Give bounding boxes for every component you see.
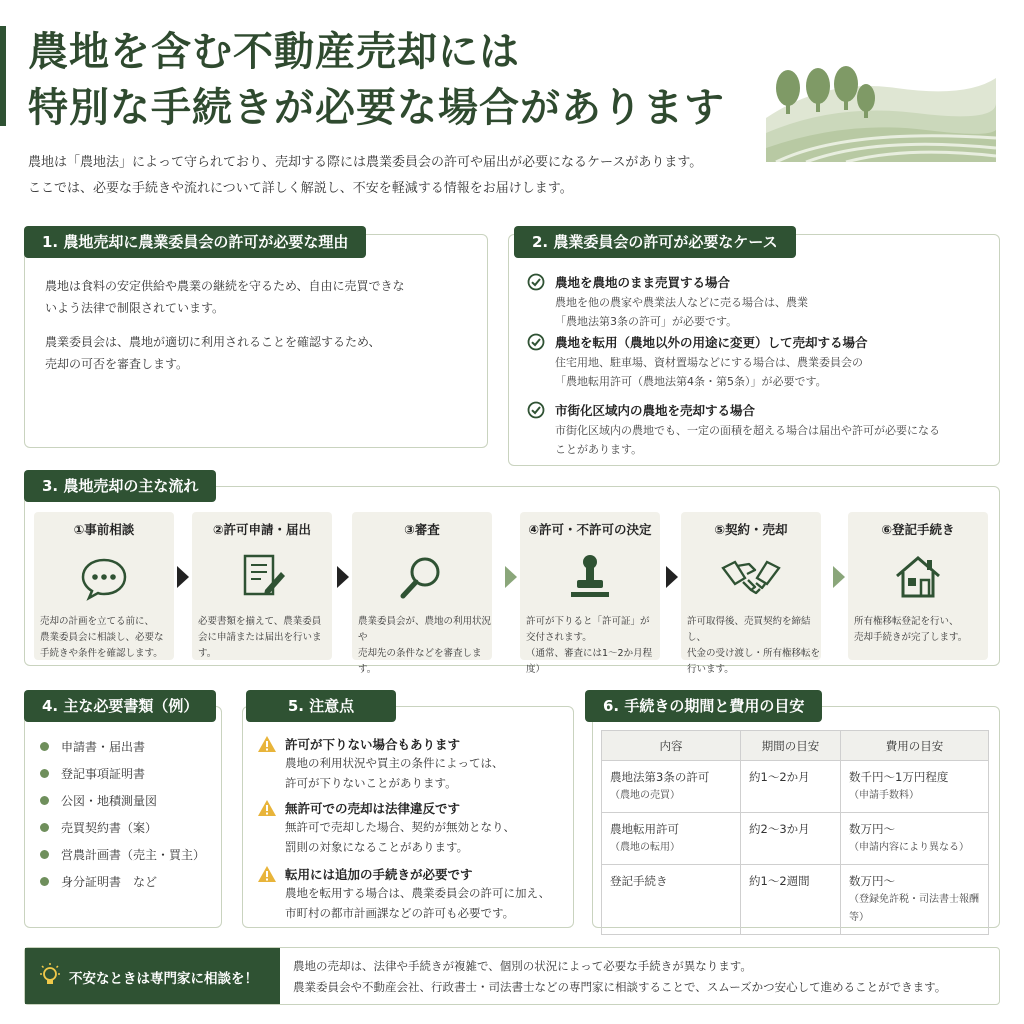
cost-table: [601, 730, 989, 935]
caution-desc: 市町村の都市計画課などの許可も必要です。: [285, 906, 515, 920]
step-title: ③審査: [404, 522, 440, 537]
document-list-item: [40, 792, 157, 809]
column-header: 費用の目安: [841, 731, 989, 761]
document-name: 登記事項証明書: [61, 767, 146, 781]
consult-line-1: 農地の売却は、法律や手続きが複雑で、個別の状況によって必要な手続きが異なります。: [293, 959, 752, 973]
document-list-item: [40, 738, 145, 755]
column-header: 内容: [602, 731, 741, 761]
flow-step: [34, 512, 174, 660]
bullet-dot-icon: [40, 742, 49, 751]
flow-arrow-icon: [177, 566, 189, 588]
table-row: [602, 813, 989, 865]
step-title: ⑥登記手続き: [881, 522, 955, 537]
section-4-heading: 4. 主な必要書類（例）: [24, 690, 216, 722]
document-name: 身分証明書 など: [61, 875, 158, 889]
caution-desc: 許可が下りないことがあります。: [285, 776, 457, 790]
step-desc: 許可が下りると「許可証」が: [526, 616, 650, 627]
step-desc: 売却の計画を立てる前に、: [40, 616, 155, 627]
step-title: ⑤契約・売却: [714, 522, 788, 537]
document-name: 営農計画書（売主・買主）: [61, 848, 206, 862]
flow-arrow-icon: [337, 566, 349, 588]
case-title: 農地を農地のまま売買する場合: [555, 275, 731, 290]
bullet-dot-icon: [40, 823, 49, 832]
consult-text: [293, 956, 946, 998]
document-list-item: [40, 819, 157, 836]
step-desc: （通常、審査には1〜2か月程度）: [526, 648, 653, 675]
item-note: （農地の転用）: [610, 842, 680, 853]
step-desc: 売却先の条件などを審査します。: [358, 648, 482, 675]
column-header: 期間の目安: [741, 731, 841, 761]
flow-arrow-icon: [505, 566, 517, 588]
stamp-icon: [565, 552, 615, 602]
step-title: ④許可・不許可の決定: [528, 522, 652, 537]
flow-step: [848, 512, 988, 660]
flow-arrow-icon: [833, 566, 845, 588]
case-desc: 住宅用地、駐車場、資材置場などにする場合は、農業委員会の: [555, 356, 863, 369]
step-desc: 行います。: [687, 664, 734, 675]
bullet-dot-icon: [40, 877, 49, 886]
farm-landscape-icon: [766, 58, 996, 162]
cost-note: （登録免許税・司法書士報酬等）: [849, 894, 979, 923]
house-icon: [893, 552, 943, 602]
step-title: ②許可申請・届出: [212, 522, 312, 537]
section-1-para-2a: 農業委員会は、農地が適切に利用されることを確認するため、: [45, 335, 381, 349]
consult-line-2: 農業委員会や不動産会社、行政書士・司法書士などの専門家に相談することで、スムーズかつ安心して進めることができます。: [293, 980, 947, 994]
table-cell: 約1〜2か月: [741, 761, 841, 813]
document-name: 売買契約書（案）: [61, 821, 158, 835]
warning-icon: [257, 799, 277, 817]
section-3-heading: 3. 農地売却の主な流れ: [24, 470, 216, 502]
consult-banner: [24, 947, 1000, 1005]
cost-note: （申請手数料）: [849, 790, 919, 801]
title-line-1: 農地を含む不動産売却には: [28, 29, 520, 75]
step-desc: 農業委員会が、農地の利用状況や: [358, 616, 492, 643]
case-desc: 市街化区域内の農地でも、一定の面積を超える場合は届出や許可が必要になる: [555, 424, 940, 437]
document-name: 公図・地積測量図: [61, 794, 158, 808]
caution-desc: 農地を転用する場合は、農業委員会の許可に加え、: [285, 886, 551, 900]
step-desc: 必要書類を揃えて、農業委員: [198, 616, 322, 627]
bullet-dot-icon: [40, 769, 49, 778]
caution-title: 許可が下りない場合もあります: [285, 737, 461, 752]
section-2-heading: 2. 農業委員会の許可が必要なケース: [514, 226, 796, 258]
section-5-card: [242, 706, 574, 928]
case-title: 農地を転用（農地以外の用途に変更）して売却する場合: [555, 335, 868, 350]
document-list-item: [40, 873, 157, 890]
page-title: [28, 24, 725, 136]
section-1-para-1b: いよう法律で制限されています。: [45, 301, 225, 315]
step-desc: 売却手続きが完了します。: [854, 632, 968, 643]
warning-icon: [257, 865, 277, 883]
flow-step: [520, 512, 660, 675]
consult-tag: [25, 948, 280, 1004]
step-desc: 交付されます。: [526, 632, 592, 643]
caution-title: 無許可での売却は法律違反です: [285, 801, 461, 816]
document-pen-icon: [237, 552, 287, 602]
flow-step: [352, 512, 492, 675]
cost-value: 数万円〜: [849, 822, 895, 836]
table-cell: [602, 813, 741, 865]
step-desc: 許可取得後、売買契約を締結し、: [687, 616, 811, 643]
table-row: [602, 761, 989, 813]
flow-step: [681, 512, 821, 675]
table-header-row: [602, 731, 989, 761]
caution-desc: 農地の利用状況や買主の条件によっては、: [285, 756, 504, 770]
section-1-card: [24, 234, 488, 448]
caution-title: 転用には追加の手続きが必要です: [285, 867, 473, 882]
handshake-icon: [721, 552, 781, 602]
document-list-item: [40, 846, 205, 863]
magnifier-icon: [397, 552, 447, 602]
item-name: 農地転用許可: [610, 822, 679, 836]
step-desc: 手続きや条件を確認します。: [40, 648, 163, 659]
item-name: 農地法第3条の許可: [610, 770, 710, 784]
item-name: 登記手続き: [610, 874, 668, 888]
section-6-heading: 6. 手続きの期間と費用の目安: [585, 690, 822, 722]
caution-desc: 罰則の対象になることがあります。: [285, 840, 469, 854]
lightbulb-icon: [37, 962, 63, 990]
case-desc: 「農地法第3条の許可」が必要です。: [555, 315, 738, 328]
title-accent-bar: [0, 26, 6, 126]
check-circle-icon: [527, 401, 545, 419]
bullet-dot-icon: [40, 796, 49, 805]
table-row: [602, 865, 989, 935]
table-cell: 約2〜3か月: [741, 813, 841, 865]
case-desc: 農地を他の農家や農業法人などに売る場合は、農業: [555, 296, 808, 309]
section-2-card: [508, 234, 1000, 466]
check-circle-icon: [527, 273, 545, 291]
table-cell: [841, 813, 989, 865]
consult-tag-label: 不安なときは専門家に相談を！: [69, 971, 258, 987]
step-desc: 所有権移転登記を行い、: [854, 616, 959, 627]
cost-value: 数万円〜: [849, 874, 895, 888]
step-title: ①事前相談: [73, 522, 135, 537]
case-desc: ことがあります。: [555, 443, 643, 456]
document-list-item: [40, 765, 145, 782]
cost-value: 数千円〜1万円程度: [849, 770, 949, 784]
section-5-heading: 5. 注意点: [246, 690, 396, 722]
cost-note: （申請内容により異なる）: [849, 842, 969, 853]
table-cell: [841, 865, 989, 935]
item-note: （農地の売買）: [610, 790, 680, 801]
table-cell: [602, 865, 741, 935]
section-1-para-1a: 農地は食料の安定供給や農業の継続を守るため、自由に売買できな: [45, 279, 405, 293]
caution-desc: 無許可で売却した場合、契約が無効となり、: [285, 820, 515, 834]
section-1-heading: 1. 農地売却に農業委員会の許可が必要な理由: [24, 226, 366, 258]
table-cell: [841, 761, 989, 813]
check-circle-icon: [527, 333, 545, 351]
table-cell: 約1〜2週間: [741, 865, 841, 935]
bullet-dot-icon: [40, 850, 49, 859]
chat-bubble-icon: [79, 552, 129, 602]
table-cell: [602, 761, 741, 813]
intro-line-2: ここでは、必要な手続きや流れについて詳しく解説し、不安を軽減する情報をお届けします。: [28, 181, 573, 196]
flow-arrow-icon: [666, 566, 678, 588]
case-desc: 「農地転用許可（農地法第4条・第5条）」が必要です。: [555, 375, 827, 388]
step-desc: 会に申請または届出を行います。: [198, 632, 322, 659]
step-desc: 代金の受け渡し・所有権移転を: [687, 648, 821, 659]
intro-line-1: 農地は「農地法」によって守られており、売却する際には農業委員会の許可や届出が必要になるケースがあります。: [28, 155, 703, 170]
intro-text: [28, 150, 702, 202]
case-title: 市街化区域内の農地を売却する場合: [555, 403, 756, 418]
flow-step: [192, 512, 332, 660]
title-line-2: 特別な手続きが必要な場合があります: [28, 85, 725, 131]
step-desc: 農業委員会に相談し、必要な: [40, 632, 164, 643]
document-name: 申請書・届出書: [61, 740, 146, 754]
warning-icon: [257, 735, 277, 753]
section-1-para-2b: 売却の可否を審査します。: [45, 357, 189, 371]
